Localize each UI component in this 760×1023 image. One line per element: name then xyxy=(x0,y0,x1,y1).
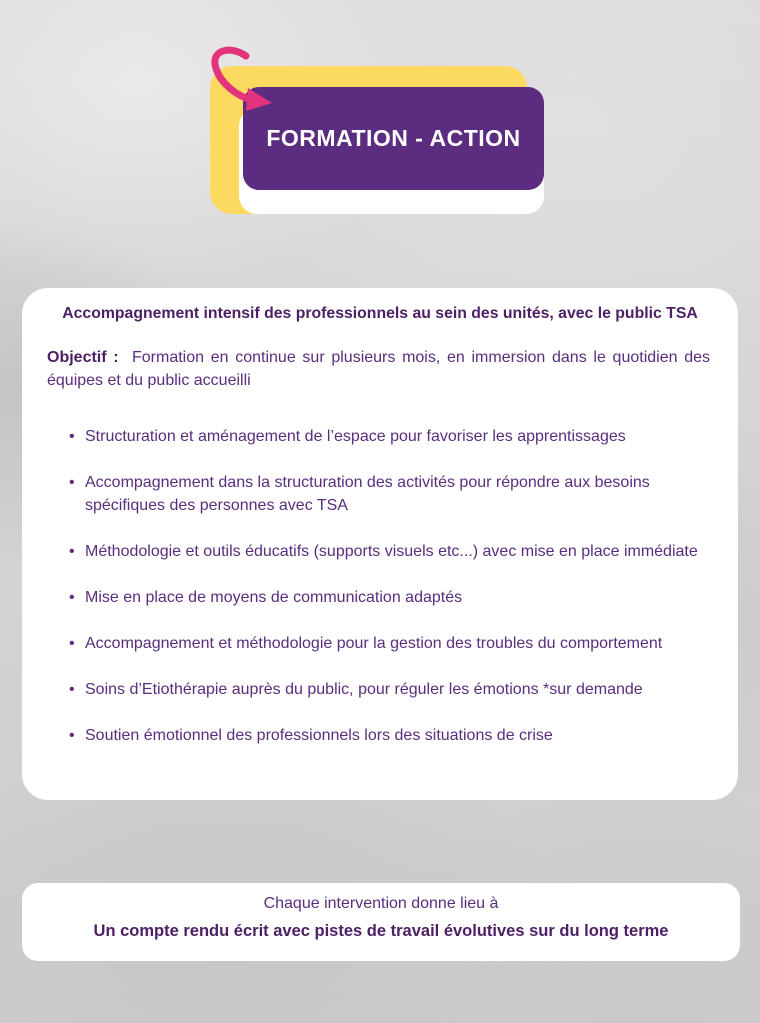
curved-pink-arrow-icon xyxy=(202,44,287,119)
list-item: • Structuration et aménagement de l’espace pour favoriser les apprentissages xyxy=(85,425,712,448)
header-badge-group xyxy=(0,0,760,230)
list-item: • Soins d’Etiothérapie auprès du public, pour réguler les émotions *sur demande xyxy=(85,678,712,701)
objective-paragraph xyxy=(47,346,710,392)
objective-text: Formation en continue sur plusieurs mois, en immersion dans le quotidien des équipes et du public accueilli xyxy=(47,349,710,389)
list-item: • Méthodologie et outils éducatifs (supports visuels etc...) avec mise en place immédiate xyxy=(85,540,712,563)
main-card-title: Accompagnement intensif des professionnels au sein des unités, avec le public TSA xyxy=(62,305,698,322)
objective-label: Objectif : xyxy=(47,349,126,366)
list-item: • Accompagnement dans la structuration des activités pour répondre aux besoins spécifiques des personnes avec TSA xyxy=(85,471,712,517)
footer-card xyxy=(22,883,740,961)
footer-intro-line: Chaque intervention donne lieu à xyxy=(263,895,499,912)
main-card xyxy=(22,288,738,800)
list-item: • Mise en place de moyens de communication adaptés xyxy=(85,586,712,609)
list-item: • Soutien émotionnel des professionnels lors des situations de crise xyxy=(85,724,712,747)
bullet-list xyxy=(22,425,738,747)
list-item: • Accompagnement et méthodologie pour la gestion des troubles du comportement xyxy=(85,632,712,655)
badge-title: FORMATION - ACTION xyxy=(266,125,521,151)
badge-banner xyxy=(243,87,544,190)
footer-emphasis-line: Un compte rendu écrit avec pistes de travail évolutives sur du long terme xyxy=(93,922,669,940)
